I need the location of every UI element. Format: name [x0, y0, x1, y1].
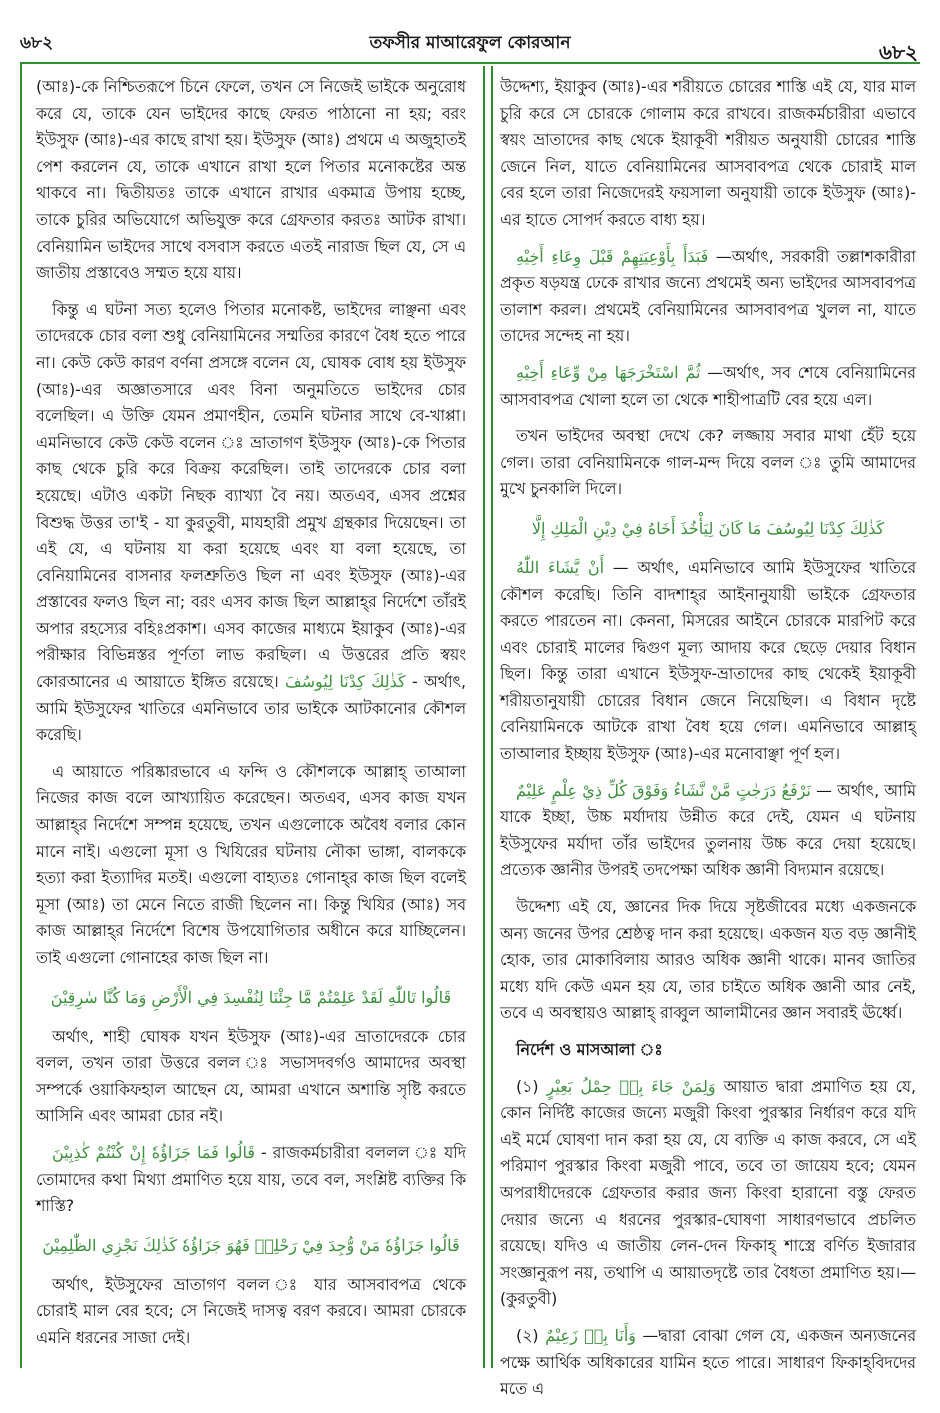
paragraph: অর্থাৎ, শাহী ঘোষক যখন ইউসুফ (আঃ)-এর ভ্রাতাদেরকে চোর বলল, তখন তারা উত্তরে বলল ঃ সভাসদবর্গও আমাদের অবস্থা সম্পর্কে ওয়াকিফহাল আছেন যে, আমরা এখানে অশান্তি সৃষ্টি করতে আসিনি এবং আমরা চোর নই।	[36, 1026, 466, 1126]
item-number: (২)	[516, 1325, 539, 1345]
paragraph-text: - অর্থাৎ, আমি ইউসুফের খাতিরে এমনিভাবে তার ভাইকে আটকানোর কৌশল করেছি।	[36, 672, 467, 745]
paragraph-text: — অর্থাৎ, এমনিভাবে আমি ইউসুফের খাতিরে কৌশল করেছি। তিনি বাদশাহ্‌র আইনানুযায়ী ভাইকে গ্রেফতার করতে পারতেন না। কেননা, মিসরের আইনে চোরকে মারপিট করে এবং চোরাই মালের দ্বিগুণ মূল্য আদায় করে ছেড়ে দেয়ার বিধান ছিল। কিন্তু তারা এখানে ইউসুফ-ভ্রাতাদের কাছ থেকেই ইয়াকূবী শরীয়তানুযায়ী চোরের বিধান জেনে নিয়েছিল। এ বিধান দৃষ্টে বেনিয়ামিনকে আটকে রাখা বৈধ হয়ে গেল। এমনিভাবে আল্লাহ্ তাআলার ইচ্ছায় ইউসুফ (আঃ)-এর মনোবাঞ্ছা পূর্ণ হল।	[500, 557, 917, 764]
page-header	[0, 0, 940, 64]
paragraph-text: —দ্বারা বোঝা গেল যে, একজন অন্যজনের পক্ষে আর্থিক অধিকারের যামিন হতে পারে। সাধারণ ফিকাহ্‌বিদদের মতে এ	[500, 1325, 917, 1399]
header-rule	[20, 62, 920, 64]
arabic-verse: قَالُوا جَزَاؤُهٗ مَنْ وُّجِدَ فِيْ رَحْلِهٖ فَهُوَ جَزَاؤُهٗ كَذٰلِكَ نَجْزِي الظّٰلِمِيْنَ	[42, 1235, 460, 1255]
running-title: তফসীর মাআরেফুল কোরআন	[369, 33, 571, 53]
paragraph-text: আয়াত দ্বারা প্রমাণিত হয় যে, কোন নির্দিষ্ট কাজের জন্যে মজুরী কিংবা পুরস্কার নির্ধারণ করে যদি এই মর্মে ঘোষণা দান করা হয় যে, যে ব্যক্তি এ কাজ করবে, সে এই পরিমাণ পুরস্কার কিংবা মজুরী পাবে, তবে তা জায়েয হবে; যেমন অপরাধীদেরকে গ্রেফতার করার জন্য কিংবা হারানো বস্তু ফেরত দেয়ার জন্যে এ ধরনের পুরস্কার-ঘোষণা সাধারণভাবে প্রচলিত রয়েছে। যদিও এ জাতীয় লেন-দেন ফিকাহ্ শাস্ত্রে বর্ণিত ইজারার সংজ্ঞানুরূপ নয়, তথাপি এ আয়াতদৃষ্টে তার বৈধতা প্রমাণিত হয়।—(কুরতুবী)	[500, 1076, 917, 1309]
paragraph-text: —অর্থাৎ, সরকারী তল্লাশকারীরা প্রকৃত ষড়যন্ত্র ঢেকে রাখার জন্যে প্রথমেই অন্য ভাইদের আসবাবপত্র তালাশ করল। প্রথমেই বেনিয়ামিনের আসবাবপত্র খুলল না, যাতে তাদের সন্দেহ না হয়।	[500, 246, 916, 346]
paragraph	[500, 1074, 916, 1313]
column-divider	[483, 66, 493, 1368]
left-column	[36, 74, 466, 1362]
paragraph	[500, 1323, 916, 1403]
item-number: (১)	[516, 1076, 539, 1096]
paragraph	[500, 244, 916, 350]
paragraph	[36, 1140, 466, 1220]
paragraph-text: — অর্থাৎ, আমি যাকে ইচ্ছা, উচ্চ মর্যাদায় উন্নীত করে দেই, যেমন এ ঘটনায় ইউসুফের মর্যাদা তাঁর ভাইদের তুলনায় উচ্চ করে দেয়া হয়েছে। প্রত্যেক জ্ঞানীর উপরই তদপেক্ষা অধিক জ্ঞানী বিদ্যমান রয়েছে।	[500, 780, 916, 880]
paragraph: অর্থাৎ, ইউসুফের ভ্রাতাগণ বলল ঃ যার আসবাবপত্র থেকে চোরাই মাল বের হবে; সে নিজেই দাসত্ব বরণ করবে। আমরা চোরকে এমনি ধরনের সাজা দেই।	[36, 1274, 466, 1347]
arabic-quote: وَأَنَا بِهٖ زَعِيْمٌ	[545, 1325, 636, 1345]
paragraph-text: —অর্থাৎ, সব শেষে বেনিয়ামিনের আসবাবপত্র খোলা হলে তা থেকে শাহীপাত্রটি বের হয়ে এল।	[500, 362, 916, 409]
paragraph-text: - রাজকর্মচারীরা বললল ঃ যদি তোমাদের কথা মিথ্যা প্রমাণিত হয়ে যায়, তবে বল, সংশ্লিষ্ট ব্যক্তির কি শাস্তি?	[36, 1142, 466, 1216]
paragraph: উদ্দেশ্য এই যে, জ্ঞানের দিক দিয়ে সৃষ্টজীবের মধ্যে একজনকে অন্য জনের উপর শ্রেষ্ঠত্ব দান করা হয়েছে। একজন যত বড় জ্ঞানীই হোক, তার মোকাবিলায় আরও অধিক জ্ঞানী থাকে। মানব জাতির মধ্যে যদি কেউ এমন হয় যে, তার চাইতে অধিক জ্ঞানী আর নেই, তবে এ অবস্থায়ও আল্লাহ্ রাব্বুল আলামীনের জ্ঞান সবারই ঊর্ধ্বে।	[500, 897, 916, 1023]
paragraph: এ আয়াতে পরিষ্কারভাবে এ ফন্দি ও কৌশলকে আল্লাহ্ তাআলা নিজের কাজ বলে আখ্যায়িত করেছেন। অতএব, এসব কাজ যখন আল্লাহ্‌র নির্দেশে সম্পন্ন হয়েছে, তখন এগুলোকে অবৈধ বলার কোন মানে নাই। এগুলো মূসা ও খিযিরের ঘটনায় নৌকা ভাঙ্গা, বালককে হত্যা করা ইত্যাদির মতই। এগুলো বাহ্যতঃ গোনাহ্‌র কাজ ছিল বলেই মূসা (আঃ) তা মেনে নিতে রাজী ছিলেন না। কিন্তু খিযির (আঃ) সব কাজ আল্লাহ্‌র নির্দেশে বিশেষ উপযোগিতার অধীনে করে যাচ্ছিলেন। তাই এগুলো গোনাহের কাজ ছিল না।	[36, 761, 466, 967]
arabic-quote: ثُمَّ اسْتَخْرَجَهَا مِنْ وِّعَاءِ أَخِيْهِ	[516, 362, 701, 382]
paragraph: (আঃ)-কে নিশ্চিতরূপে চিনে ফেলে, তখন সে নিজেই ভাইকে অনুরোধ করে যে, তাকে যেন ভাইদের কাছে ফেরত পাঠানো না হয়; বরং ইউসুফ (আঃ)-এর কাছে রাখা হয়। ইউসুফ (আঃ) প্রথমে এ অজুহাতই পেশ করলেন যে, তাকে এখানে রাখা হলে পিতার মনোকষ্টের অন্ত থাকবে না। দ্বিতীয়তঃ তাকে এখানে রাখার একমাত্র উপায় হচ্ছে, তাকে চুরির অভিযোগে অভিযুক্ত করে গ্রেফতার করতঃ আটক রাখা। বেনিয়ামিন ভাইদের সাথে বসবাস করতে এতই নারাজ ছিল যে, সে এ জাতীয় প্রস্তাবেও সম্মত হয়ে যায়।	[36, 77, 466, 283]
left-margin-rule	[20, 62, 22, 1368]
arabic-quote: نَرْفَعُ دَرَجٰتٍ مَّنْ نَّشَاءُ وَفَوْقَ كُلِّ ذِيْ عِلْمٍ عَلِيْمٌ	[516, 780, 811, 800]
arabic-verse: قَالُوا تَاللّٰهِ لَقَدْ عَلِمْتُمْ مَّا جِئْنَا لِنُفْسِدَ فِي الْأَرْضِ وَمَا كُنَّا سٰرِقِيْنَ	[50, 987, 452, 1007]
paragraph: উদ্দেশ্য, ইয়াকুব (আঃ)-এর শরীয়তে চোরের শাস্তি এই যে, যার মাল চুরি করে সে চোরকে গোলাম করে রাখবে। রাজকর্মচারীরা এভাবে স্বয়ং ভ্রাতাদের কাছ থেকে ইয়াকূবী শরীয়ত অনুযায়ী চোরের শাস্তি জেনে নিল, যাতে বেনিয়ামিনের আসবাবপত্র থেকে চোরাই মাল বের হলে তারা নিজেদেরই ফয়সালা অনুযায়ী তাকে ইউসুফ (আঃ)-এর হাতে সোপর্দ করতে বাধ্য হয়।	[500, 77, 916, 229]
paragraph	[500, 778, 916, 884]
paragraph-text: কিন্তু এ ঘটনা সত্য হলেও পিতার মনোকষ্ট, ভাইদের লাঞ্ছনা এবং তাদেরকে চোর বলা শুধু বেনিয়ামিনের সম্মতির কারণে বৈধ হতে পারে না। কেউ কেউ কারণ বর্ণনা প্রসঙ্গে বলেন যে, ঘোষক বোধ হয় ইউসুফ (আঃ)-এর অজ্ঞাতসারে এবং বিনা অনুমতিতে ভাইদের চোর বলেছিল। এ উক্তি যেমন প্রমাণহীন, তেমনি ঘটনার সাথে বে-খাপ্পা। এমনিভাবে কেউ কেউ বলেন ঃ ভ্রাতাগণ ইউসুফ (আঃ)-কে পিতার কাছ থেকে চুরি করে বিক্রয় করেছিল। তাই তাদেরকে চোর বলা হয়েছে। এটাও একটা নিছক ব্যাখ্যা বৈ নয়। অতএব, এসব প্রশ্নের বিশুদ্ধ উত্তর তা'ই - যা কুরতুবী, মাযহারী প্রমুখ গ্রন্থকার দিয়েছেন। তা এই যে, এ ঘটনায় যা করা হয়েছে এবং যা বলা হয়েছে, তা বেনিয়ামিনের বাসনার ফলশ্রুতিও ছিল না এবং ইউসুফ (আঃ)-এর প্রস্তাবের ফলও ছিল না; বরং এসব কাজ ছিল আল্লাহ্‌র নির্দেশে তাঁরই অপার রহস্যের বহিঃপ্রকাশ। এসব কাজের মাধ্যমে ইয়াকুব (আঃ)-এর পরীক্ষার বিভিন্নস্তর পূর্ণতা লাভ করছিল। এ উত্তরের প্রতি স্বয়ং কোরআনের এ আয়াতে ইঙ্গিত রয়েছে।	[36, 299, 466, 692]
paragraph: তখন ভাইদের অবস্থা দেখে কে? লজ্জায় সবার মাথা হেঁট হয়ে গেল। তারা বেনিয়ামিনকে গাল-মন্দ দিয়ে বলল ঃ তুমি আমাদের মুখে চুনকালি দিলে।	[500, 426, 916, 499]
arabic-quote: كَذٰلِكَ كِدْنَا لِيُوسُفَ	[285, 672, 406, 692]
arabic-quote: فَبَدَأَ بِأَوْعِيَتِهِمْ قَبْلَ وِعَاءِ أَخِيْهِ	[516, 246, 709, 266]
paragraph	[500, 360, 916, 413]
paragraph	[500, 555, 916, 768]
paragraph	[36, 297, 466, 749]
arabic-verse: كَذٰلِكَ كِدْنَا لِيُوسُفَ مَا كَانَ لِيَأْخُذَ أَخَاهُ فِيْ دِيْنِ الْمَلِكِ إِلَّا	[531, 518, 885, 538]
arabic-quote: أَنْ يَّشَاءَ اللّٰهُ	[516, 557, 605, 577]
section-heading: নির্দেশ ও মাসআলা ঃ	[516, 1040, 663, 1059]
page-number-right: ৬৮২	[879, 40, 918, 64]
arabic-quote: وَلِمَنْ جَاءَ بِهٖ حِمْلُ بَعِيْرٍ	[546, 1076, 716, 1096]
right-column	[500, 74, 916, 1413]
page-number-left: ৬৮২	[20, 33, 54, 53]
arabic-quote: قَالُوا فَمَا جَزَاؤُهٗ إِنْ كُنْتُمْ كٰذِبِيْنَ	[52, 1142, 255, 1162]
